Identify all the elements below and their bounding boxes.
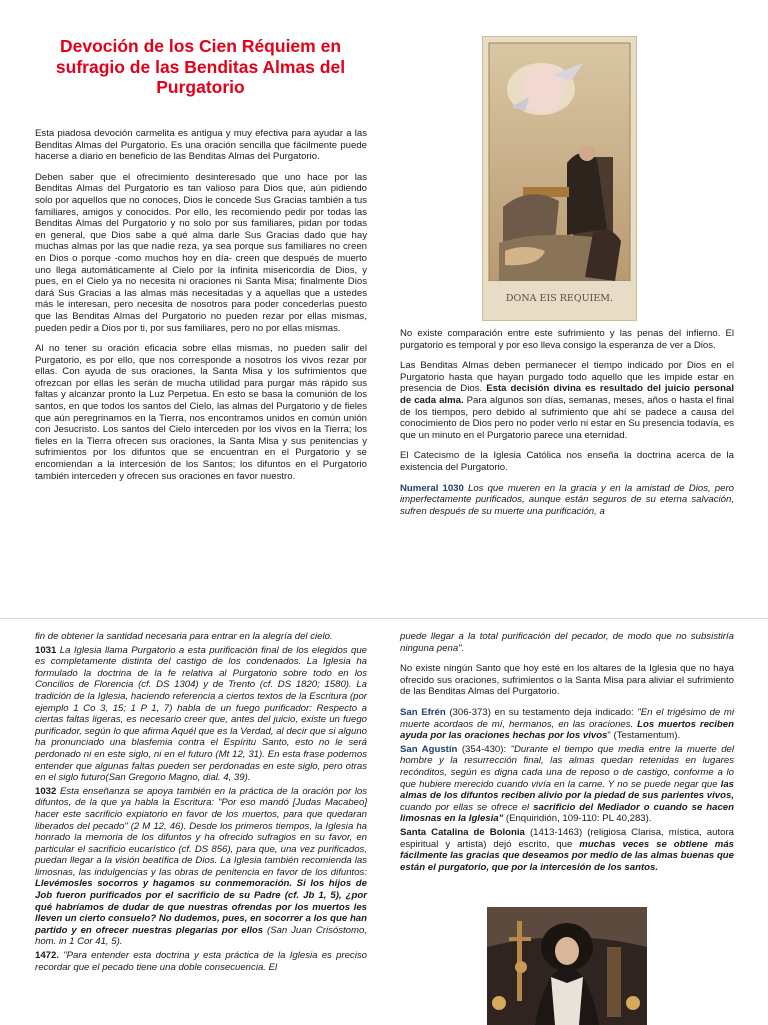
holy-card-illustration (482, 36, 637, 321)
numeral-1031-text: La Iglesia llama Purgatorio a esta purificación final de los elegidos que es completamente distinta del castigo de los condenados. La Iglesia ha formulado la doctrina de la fe relativa al Purgatorio sobre todo en los Concilios de Florencia (cf. DS 1304) y de Trento (cf. DS 1820; 1580). La tradición de la Iglesia, haciendo referencia a ciertos textos de la Escritura (por ejemplo 1 Co 3, 15; 1 P 1, 7) habla de un fuego purificador: Respecto a ciertas faltas ligeras, es necesario creer que, antes del juicio, existe un fuego purificador, según lo que afirma Aquél que es la Verdad, al decir que si alguno ha pronunciado una blasfemia contra el Espíritu Santo, esto no le será perdonado ni en este siglo, ni en el futuro (Mt 12, 31). En esta frase podemos entender que algunas faltas pueden ser perdonadas en este siglo, pero otras en el siglo futuro(San Gregorio Magno, dial. 4, 39). (35, 644, 368, 784)
santa-catalina-text: (1413-1463) (religiosa Clarisa, mística, autora espiritual y artista) dejó escrito, que (400, 826, 734, 850)
numeral-1031-paragraph (35, 645, 367, 784)
catechism-paragraph: El Catecismo de la Iglesia Católica nos enseña la doctrina acerca de la existencia del Purgatorio. (400, 450, 734, 473)
san-agustin-dates: (354-430): (461, 743, 507, 755)
page-title: Devoción de los Cien Réquiem en sufragio de las Benditas Almas del Purgatorio (55, 36, 346, 97)
document-page-2 (0, 618, 768, 1025)
duration-text-end: Para algunos son días, semanas, meses, años o hasta el final de los tiempos, pero debido al sufrimiento que ahí se padece a causa del conocimiento de Dios pero no poder verlo ni estar en Su presencia todavía, es que un minuto en el Purgatorio parece una eternidad. (400, 394, 734, 441)
saints-paragraph: No existe ningún Santo que hoy esté en los altares de la Iglesia que no haya ofrecido sus oraciones, sufrimientos o la Santa Misa para aliviar el sufrimiento de las Benditas Almas del Purgatorio. (400, 663, 734, 698)
san-agustin-ref: (Enquiridión, 109-110: PL 40,283). (505, 813, 652, 825)
continuation-paragraph: fin de obtener la santidad necesaria para entrar en la alegría del cielo. (35, 631, 333, 642)
santa-catalina-quote: muchas veces se obtiene más fácilmente las gracias que deseamos por medio de las almas buenas que están el purgatorio, que por la intercesión de los santos. (400, 838, 734, 873)
numeral-1032-text: Esta enseñanza se apoya también en la práctica de la oración por los difuntos, de la que ya habla la Escritura: "Por eso mandó [Judas Macabeo] hacer este sacrificio expiatorio en favor de los muertos, para que quedaran liberados del pecado" (2 M 12, 46). Desde los primeros tiempos, la Iglesia ha honrado la memoria de los difuntos y ha ofrecido sufragios en su favor, en particular el sacrificio eucarístico (cf. DS 856), para que, una vez purificados, puedan llegar a la visión beatífica de Dios. La Iglesia también recomienda las limosnas, las indulgencias y las obras de penitencia en favor de los difuntos: (35, 785, 367, 878)
right-column-page-2 (400, 631, 734, 882)
san-efren-emphasis: Los muertos reciben ayuda por las oraciones hechas por los vivos (400, 718, 734, 742)
numeral-1032-quote: Llevémosles socorros y hagamos su conmemoración. Si los hijos de Job fueron purificados por el sacrificio de su Padre (cf. Jb 1, 5), ¿por qué habríamos de dudar de que nuestras ofrendas por los muertos les lleven un cierto consuelo? No dudemos, pues, en socorrer a los que han partido y en ofrecer nuestras plegarias por ellos (35, 878, 367, 936)
san-agustin-quote-cont: cuando por ellas se ofrece el (400, 801, 530, 813)
numeral-1472-label: 1472. (35, 950, 60, 962)
san-efren-dates: (306-373) en su testamento deja indicado: (449, 706, 634, 718)
san-efren-paragraph (400, 707, 734, 742)
numeral-1472-paragraph (35, 950, 367, 973)
numeral-1031-label: 1031 (35, 644, 57, 656)
san-agustin-name: San Agustín (400, 743, 458, 755)
san-efren-quote: "En el trigésimo de mi muerte acordaos de mí, hermanos, en las oraciones. (400, 706, 735, 730)
duration-emphasis: Esta decisión divina es resultado del juicio personal de cada alma. (400, 383, 734, 406)
left-column-page-2 (35, 631, 367, 982)
san-agustin-emphasis-2: sacrificio del Mediador o cuando se hacen limosnas en la Iglesia" (400, 801, 734, 825)
statue-icon (487, 907, 647, 1025)
santa-catalina-paragraph (400, 827, 734, 873)
comparison-paragraph: No existe comparación entre este sufrimiento y las penas del infierno. El purgatorio es temporal y por eso lleva consigo la esperanza de ver a Dios. (400, 328, 734, 351)
san-agustin-emphasis: las almas de los difuntos reciben alivio por la piedad de sus parientes vivos, (400, 778, 735, 802)
left-column (35, 128, 367, 491)
communion-paragraph: Al no tener su oración eficacia sobre ellas mismas, no pueden salir del Purgatorio, es por ello, que nos corresponde a nosotros los vivos rezar por ellas. Con ayuda de sus oraciones, la Santa Misa y los sufrimientos que ofrezcan por ellas les serán de mucha utilidad para purgar más rápido sus faltas y alcanzar pronto la Luz Perpetua. En esto se basa la comunión de los santos, en que todos los santos del Cielo, las almas del Purgatorio y de fieles que aún peregrinamos en la Tierra, nos encontramos unidos en común unión con Jesucristo. Los santos del Cielo interceden por los vivos en la Tierra; los fieles en la Tierra ofrecen sus oraciones, la Santa Misa y sus penitencias y sufrimientos por los difuntos que se encuentran en el Purgatorio y se encomiendan a la intercesión de los Santos; los difuntos en el Purgatorio también interceden y ofrecen sus oraciones en favor nuestro. (35, 343, 367, 482)
numeral-1032-label: 1032 (35, 785, 57, 797)
numeral-text: Los que mueren en la gracia y en la amistad de Dios, pero imperfectamente purificados, aunque están seguros de su eterna salvación, sufren después de su muerte una purificación, a (400, 482, 734, 517)
san-agustin-quote: "Durante el tiempo que media entre la muerte del hombre y la resurrección final, las almas quedan retenidas en lugares recónditos, según es digna cada una de reposo o de castigo, conforme a lo que hubiere merecido cuando vivía en la carne. Y no se puede negar que (400, 743, 735, 790)
santa-catalina-name: Santa Catalina de Bolonia (400, 826, 525, 838)
san-efren-ref: " (Testamentum). (607, 730, 681, 742)
duration-paragraph (400, 360, 734, 441)
offering-paragraph: Deben saber que el ofrecimiento desinteresado que uno hace por las Benditas Almas del Purgatorio es tan valioso para Dios que, aún pidiendo solo por aquellos que no conoces, Dios le concede Sus Gracias también a tus familiares, amigos y conocidos. Por ello, les recomiendo pedir por todas las Benditas Almas del Purgatorio y no solo por sus familiares, pidan por todas en general, que Dios sabe a qué alma darle Sus Gracias dado que hay muchas almas por las que nadie reza, ya sea porque sus familiares no creen en Dios o porque -como muchos hoy en día- creen que después de muerto uno llega automáticamente al Cielo por la infinita misericordia de Dios, y pues, en el Cielo ya no necesita ni oraciones ni Santa Misa; finalmente Dios dará Sus Gracias a las almas más necesitadas y a aquellas que a ustedes más le interesan, pero necesita de nosotros para poder concederlas puesto que las Benditas Almas del Purgatorio no pueden rezar por ellas mismas, pueden pedir a Dios por ti, por sus familiares, pero no por ellas mismas. (35, 171, 367, 334)
numeral-label: Numeral 1030 (400, 482, 464, 494)
purgatory-painting-icon (483, 37, 636, 320)
continuation-right-paragraph: puede llegar a la total purificación del pecador, de modo que no subsistiría ninguna pena". (400, 631, 734, 654)
intro-paragraph: Esta piadosa devoción carmelita es antigua y muy efectiva para ayudar a las Benditas Almas del Purgatorio. Es una oración sencilla que fácilmente puede hacerse a diario en beneficio de las Benditas Almas del Purgatorio. (35, 128, 367, 163)
duration-text: Las Benditas Almas deben permanecer el tiempo indicado por Dios en el Purgatorio hasta que hayan purgado todo aquello que les impide estar en presencia de Dios. (400, 360, 734, 395)
santa-catalina-statue-photo (487, 907, 647, 1025)
san-agustin-paragraph (400, 744, 734, 825)
numeral-1472-text: "Para entender esta doctrina y esta práctica de la Iglesia es preciso recordar que el pecado tiene una doble consecuencia. El (35, 950, 367, 973)
numeral-1030-paragraph (400, 483, 734, 518)
san-efren-name: San Efrén (400, 706, 446, 718)
right-column (400, 328, 734, 526)
numeral-1032-paragraph (35, 786, 367, 948)
image-caption: DONA EIS REQUIEM. (505, 293, 614, 304)
numeral-1032-ref: (San Juan Crisóstomo, hom. in 1 Cor 41, 5). (35, 924, 367, 948)
